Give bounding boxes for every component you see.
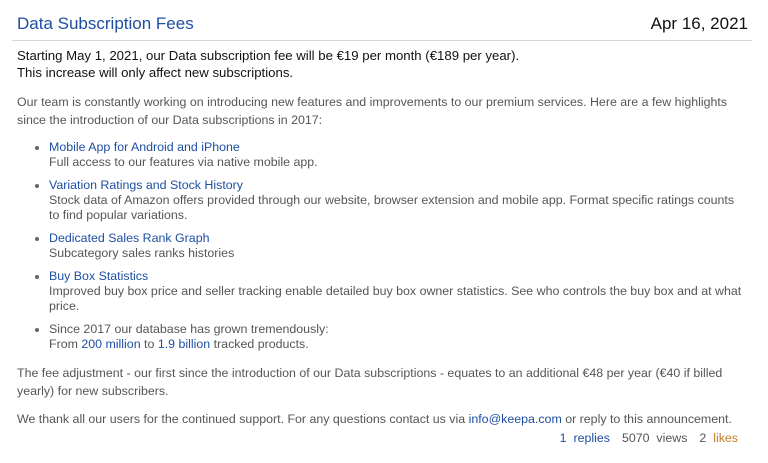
list-item — [35, 231, 747, 261]
post-stats — [560, 430, 738, 446]
feature-desc: Subcategory sales ranks histories — [49, 246, 235, 260]
header-divider — [12, 40, 752, 41]
list-item — [35, 178, 747, 223]
growth-to-label: to — [140, 337, 158, 351]
feature-link-mobile-app[interactable]: Mobile App for Android and iPhone — [49, 140, 240, 154]
bullet-icon — [35, 275, 39, 279]
post-date: Apr 16, 2021 — [650, 14, 748, 33]
growth-suffix: tracked products. — [210, 337, 309, 351]
bullet-icon — [35, 237, 39, 241]
post-header — [0, 0, 768, 42]
lead-paragraph — [17, 47, 747, 81]
bullet-icon — [35, 146, 39, 150]
feature-desc: Improved buy box price and seller tracking enable detailed buy box owner statistics. See who controls the buy box and at what price. — [49, 284, 742, 313]
bullet-icon — [35, 184, 39, 188]
growth-line-2 — [49, 337, 747, 352]
replies-count: 1 — [559, 431, 567, 445]
post-body — [17, 47, 747, 429]
spacer — [610, 430, 622, 446]
views-count: 5070 — [621, 431, 650, 445]
likes-link[interactable] — [699, 430, 738, 446]
feature-link-buy-box-statistics[interactable]: Buy Box Statistics — [49, 269, 149, 283]
lead-line-1: Starting May 1, 2021, our Data subscription fee will be €19 per month (€189 per year). — [17, 48, 520, 63]
views-label: views — [656, 431, 688, 445]
lead-line-2: This increase will only affect new subscriptions. — [17, 65, 294, 80]
likes-label: likes — [713, 431, 738, 445]
feature-desc: Stock data of Amazon offers provided through our website, browser extension and mobile app. Format specific ratings counts to find popular variations. — [49, 193, 735, 222]
thanks-suffix: or reply to this announcement. — [561, 412, 732, 426]
list-item — [35, 322, 747, 352]
thanks-paragraph — [17, 411, 747, 429]
bullet-icon — [35, 328, 39, 332]
thanks-prefix: We thank all our users for the continued support. For any questions contact us via — [17, 412, 469, 426]
growth-line-1: Since 2017 our database has grown tremendously: — [49, 322, 329, 336]
fee-note-paragraph: The fee adjustment - our first since the introduction of our Data subscriptions - equates to an additional €48 per year (€40 if billed yearly) for new subscribers. — [17, 366, 723, 398]
feature-desc: Full access to our features via native mobile app. — [49, 155, 318, 169]
list-item — [35, 269, 747, 314]
intro-paragraph: Our team is constantly working on introducing new features and improvements to our premium services. Here are a few highlights since the introduction of our Data subscriptions in 2017: — [17, 95, 728, 127]
email-link[interactable]: info@keepa.com — [468, 412, 562, 426]
growth-from-link[interactable]: 200 million — [81, 337, 141, 351]
feature-list — [17, 140, 747, 352]
post-title[interactable]: Data Subscription Fees — [17, 14, 194, 33]
feature-link-sales-rank-graph[interactable]: Dedicated Sales Rank Graph — [49, 231, 210, 245]
growth-to-link[interactable]: 1.9 billion — [157, 337, 211, 351]
list-item — [35, 140, 747, 170]
growth-from-label: From — [49, 337, 82, 351]
replies-link[interactable] — [560, 430, 610, 446]
replies-label: replies — [573, 431, 610, 445]
spacer — [687, 430, 699, 446]
likes-count: 2 — [699, 431, 707, 445]
feature-link-variation-ratings[interactable]: Variation Ratings and Stock History — [49, 178, 243, 192]
